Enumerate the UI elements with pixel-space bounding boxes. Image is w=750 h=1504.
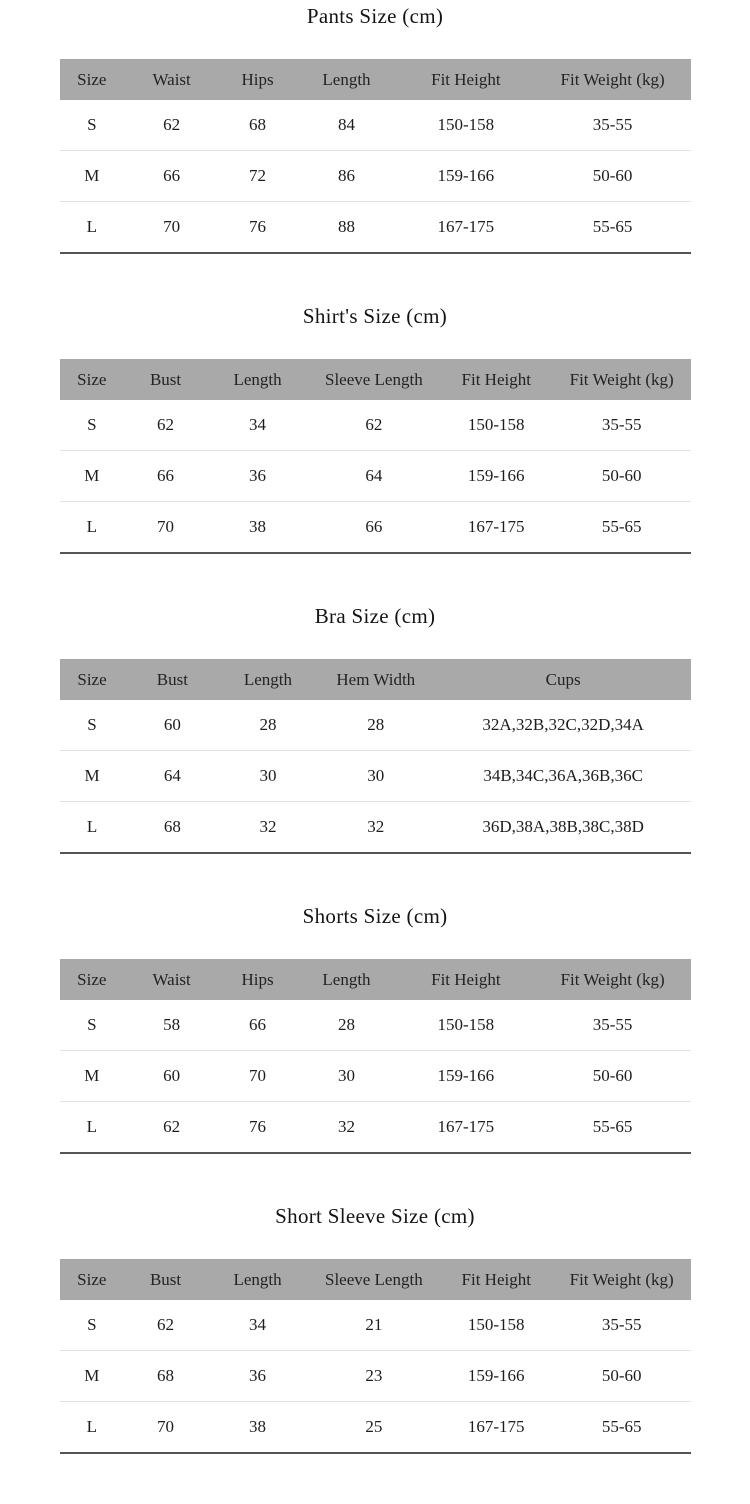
table-cell: 55-65: [535, 1102, 691, 1154]
table-cell: 68: [219, 100, 296, 151]
table-cell: 28: [316, 700, 436, 751]
table-cell: 159-166: [440, 451, 553, 502]
column-header: Size: [60, 59, 125, 100]
column-header: Fit Height: [440, 359, 553, 400]
column-header: Hips: [219, 59, 296, 100]
table-cell: 150-158: [440, 1300, 553, 1351]
table-title: Shirt's Size (cm): [302, 304, 448, 328]
table-cell: 62: [308, 400, 440, 451]
table-cell: 167-175: [440, 502, 553, 554]
table-cell: S: [60, 100, 125, 151]
table-cell: L: [60, 1102, 125, 1154]
table-row: [60, 1402, 691, 1454]
size-table: [60, 359, 691, 554]
table-cell: 38: [207, 502, 308, 554]
table-cell: S: [60, 700, 125, 751]
table-header-row: [60, 659, 691, 700]
table-cell: 70: [124, 1402, 207, 1454]
table-cell: 32A,32B,32C,32D,34A: [436, 700, 691, 751]
column-header: Sleeve Length: [308, 1259, 440, 1300]
table-row: [60, 451, 691, 502]
table-cell: 34B,34C,36A,36B,36C: [436, 751, 691, 802]
table-row: [60, 751, 691, 802]
table-cell: 35-55: [535, 1000, 691, 1051]
table-cell: 58: [124, 1000, 219, 1051]
table-cell: 62: [124, 1102, 219, 1154]
table-cell: 76: [219, 1102, 296, 1154]
table-title: Pants Size (cm): [306, 4, 444, 28]
table-cell: 150-158: [397, 1000, 535, 1051]
table-cell: 150-158: [440, 400, 553, 451]
table-cell: S: [60, 1300, 125, 1351]
table-cell: 84: [296, 100, 397, 151]
table-header-row: [60, 59, 691, 100]
table-cell: 36: [207, 451, 308, 502]
column-header: Bust: [125, 659, 221, 700]
column-header: Fit Weight (kg): [553, 359, 691, 400]
table-cell: 60: [125, 700, 221, 751]
table-cell: 30: [220, 751, 316, 802]
size-table-section: [0, 1204, 750, 1454]
table-cell: L: [60, 802, 125, 854]
table-cell: L: [60, 1402, 125, 1454]
table-header-row: [60, 1259, 691, 1300]
table-cell: 25: [308, 1402, 440, 1454]
table-cell: 66: [308, 502, 440, 554]
column-header: Cups: [436, 659, 691, 700]
table-cell: M: [60, 151, 125, 202]
column-header: Length: [207, 1259, 308, 1300]
column-header: Size: [60, 959, 125, 1000]
table-cell: 34: [207, 400, 308, 451]
table-row: [60, 1000, 691, 1051]
table-cell: 64: [125, 751, 221, 802]
size-table-section: [0, 904, 750, 1154]
table-cell: 38: [207, 1402, 308, 1454]
table-cell: 21: [308, 1300, 440, 1351]
table-cell: M: [60, 1051, 125, 1102]
table-row: [60, 802, 691, 854]
table-cell: 76: [219, 202, 296, 254]
table-cell: 28: [220, 700, 316, 751]
table-cell: 36D,38A,38B,38C,38D: [436, 802, 691, 854]
table-cell: 32: [296, 1102, 397, 1154]
table-cell: 28: [296, 1000, 397, 1051]
table-row: [60, 202, 691, 254]
table-cell: 66: [219, 1000, 296, 1051]
column-header: Fit Height: [440, 1259, 553, 1300]
table-cell: 150-158: [397, 100, 535, 151]
table-cell: 50-60: [535, 1051, 691, 1102]
table-cell: 64: [308, 451, 440, 502]
column-header: Fit Weight (kg): [535, 59, 691, 100]
column-header: Sleeve Length: [308, 359, 440, 400]
table-cell: 68: [124, 1351, 207, 1402]
table-cell: 70: [219, 1051, 296, 1102]
column-header: Hips: [219, 959, 296, 1000]
table-cell: 30: [296, 1051, 397, 1102]
table-cell: 70: [124, 502, 207, 554]
table-cell: L: [60, 202, 125, 254]
column-header: Length: [296, 59, 397, 100]
column-header: Bust: [124, 359, 207, 400]
column-header: Size: [60, 1259, 125, 1300]
table-row: [60, 1051, 691, 1102]
table-cell: S: [60, 400, 125, 451]
size-table: [60, 59, 691, 254]
table-cell: 32: [220, 802, 316, 854]
column-header: Size: [60, 359, 125, 400]
table-cell: S: [60, 1000, 125, 1051]
size-table-section: [0, 304, 750, 554]
table-cell: L: [60, 502, 125, 554]
table-cell: 55-65: [553, 1402, 691, 1454]
table-cell: M: [60, 1351, 125, 1402]
table-row: [60, 1300, 691, 1351]
column-header: Length: [207, 359, 308, 400]
table-row: [60, 502, 691, 554]
table-header-row: [60, 959, 691, 1000]
size-table: [60, 1259, 691, 1454]
table-cell: 86: [296, 151, 397, 202]
table-cell: 60: [124, 1051, 219, 1102]
table-cell: 68: [125, 802, 221, 854]
size-table: [60, 959, 691, 1154]
table-cell: 55-65: [535, 202, 691, 254]
table-cell: M: [60, 751, 125, 802]
table-cell: 66: [124, 451, 207, 502]
column-header: Fit Height: [397, 59, 535, 100]
table-cell: 62: [124, 100, 219, 151]
table-header-row: [60, 359, 691, 400]
table-cell: 62: [124, 400, 207, 451]
table-row: [60, 1351, 691, 1402]
table-title: Bra Size (cm): [314, 604, 436, 628]
column-header: Hem Width: [316, 659, 436, 700]
column-header: Fit Weight (kg): [553, 1259, 691, 1300]
table-cell: 88: [296, 202, 397, 254]
table-cell: 72: [219, 151, 296, 202]
table-cell: 167-175: [397, 202, 535, 254]
table-cell: 159-166: [440, 1351, 553, 1402]
table-cell: 35-55: [553, 400, 691, 451]
column-header: Fit Weight (kg): [535, 959, 691, 1000]
table-cell: 35-55: [553, 1300, 691, 1351]
table-cell: 30: [316, 751, 436, 802]
column-header: Waist: [124, 959, 219, 1000]
table-cell: 50-60: [553, 451, 691, 502]
table-row: [60, 400, 691, 451]
table-cell: 167-175: [397, 1102, 535, 1154]
table-cell: 50-60: [535, 151, 691, 202]
table-cell: 32: [316, 802, 436, 854]
table-cell: 50-60: [553, 1351, 691, 1402]
column-header: Size: [60, 659, 125, 700]
table-cell: 70: [124, 202, 219, 254]
table-cell: 23: [308, 1351, 440, 1402]
table-cell: M: [60, 451, 125, 502]
table-row: [60, 1102, 691, 1154]
column-header: Length: [220, 659, 316, 700]
size-table-section: [0, 604, 750, 854]
table-cell: 66: [124, 151, 219, 202]
table-row: [60, 151, 691, 202]
table-cell: 55-65: [553, 502, 691, 554]
table-cell: 35-55: [535, 100, 691, 151]
table-cell: 159-166: [397, 151, 535, 202]
column-header: Fit Height: [397, 959, 535, 1000]
size-table-section: [0, 4, 750, 254]
column-header: Length: [296, 959, 397, 1000]
column-header: Bust: [124, 1259, 207, 1300]
table-row: [60, 100, 691, 151]
table-cell: 36: [207, 1351, 308, 1402]
column-header: Waist: [124, 59, 219, 100]
table-row: [60, 700, 691, 751]
table-cell: 159-166: [397, 1051, 535, 1102]
size-table: [60, 659, 691, 854]
table-title: Shorts Size (cm): [302, 904, 448, 928]
table-cell: 34: [207, 1300, 308, 1351]
table-title: Short Sleeve Size (cm): [275, 1204, 475, 1228]
table-cell: 167-175: [440, 1402, 553, 1454]
table-cell: 62: [124, 1300, 207, 1351]
